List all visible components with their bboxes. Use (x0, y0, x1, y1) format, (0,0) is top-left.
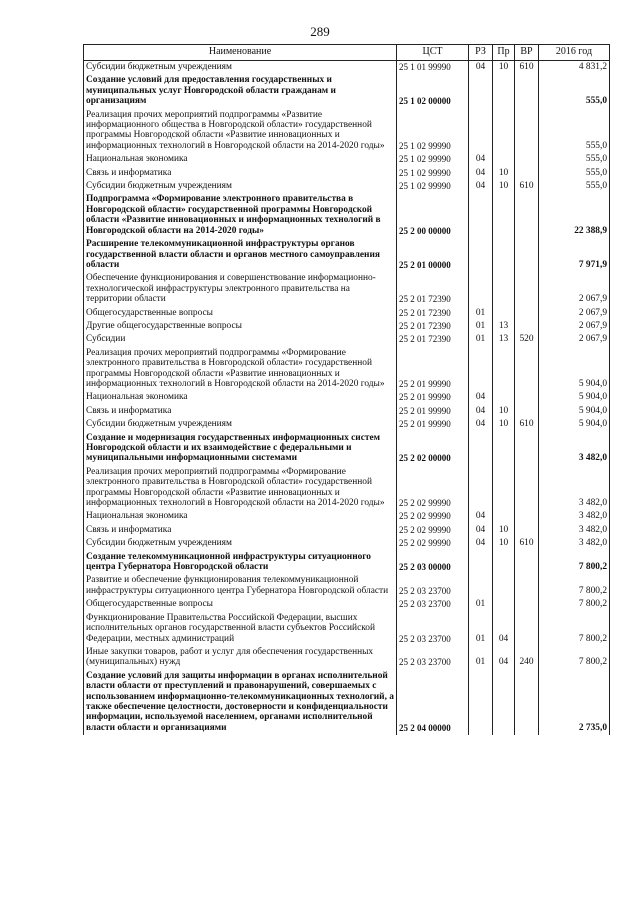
row-amount-cell: 7 800,2 (539, 646, 610, 670)
row-amount-cell: 555,0 (539, 180, 610, 193)
table-body (84, 61, 610, 736)
row-vr-cell (515, 167, 539, 180)
row-name-cell: Иные закупки товаров, работ и услуг для обеспечения государственных (муниципальных) нужд (84, 646, 397, 670)
row-rz-cell: 01 (469, 612, 493, 646)
row-rz-cell (469, 272, 493, 306)
table-row (84, 405, 610, 418)
row-vr-cell: 240 (515, 646, 539, 670)
row-vr-cell: 610 (515, 61, 539, 75)
row-vr-cell: 610 (515, 180, 539, 193)
row-pr-cell: 04 (493, 646, 515, 670)
row-pr-cell: 04 (493, 612, 515, 646)
row-code-cell: 25 1 02 99990 (397, 167, 469, 180)
row-code-cell: 25 2 02 99990 (397, 510, 469, 523)
row-name-cell: Связь и информатика (84, 524, 397, 537)
row-code-cell: 25 2 00 00000 (397, 193, 469, 238)
row-vr-cell (515, 466, 539, 511)
row-pr-cell (493, 153, 515, 166)
row-name-cell: Национальная экономика (84, 510, 397, 523)
table-row (84, 180, 610, 193)
row-name-cell: Субсидии бюджетным учреждениям (84, 418, 397, 431)
row-name-cell: Субсидии (84, 333, 397, 346)
budget-table (83, 44, 610, 735)
row-vr-cell (515, 612, 539, 646)
row-code-cell: 25 2 03 23700 (397, 574, 469, 598)
row-amount-cell: 3 482,0 (539, 524, 610, 537)
row-vr-cell (515, 272, 539, 306)
row-amount-cell: 555,0 (539, 153, 610, 166)
row-amount-cell: 7 800,2 (539, 598, 610, 611)
row-pr-cell (493, 307, 515, 320)
column-header-rz: РЗ (469, 45, 493, 61)
row-vr-cell: 610 (515, 418, 539, 431)
row-rz-cell (469, 347, 493, 392)
row-pr-cell (493, 466, 515, 511)
row-rz-cell (469, 574, 493, 598)
row-rz-cell (469, 74, 493, 108)
row-vr-cell (515, 307, 539, 320)
row-vr-cell (515, 432, 539, 466)
row-vr-cell (515, 238, 539, 272)
row-code-cell: 25 2 03 23700 (397, 612, 469, 646)
row-name-cell: Реализация прочих мероприятий подпрограммы «Развитие информационного общества в Новгородской области» государственной программы Новгородской области «Развитие инновационных и информационных технологий в Новгородской области на 2014-2020 годы» (84, 109, 397, 154)
row-pr-cell: 10 (493, 180, 515, 193)
row-vr-cell (515, 391, 539, 404)
row-rz-cell: 04 (469, 167, 493, 180)
row-name-cell: Субсидии бюджетным учреждениям (84, 537, 397, 550)
row-rz-cell: 04 (469, 405, 493, 418)
table-row (84, 333, 610, 346)
row-name-cell: Обеспечение функционирования и совершенствование информационно-технологической инфраструктуры электронного правительства на территории области (84, 272, 397, 306)
row-code-cell: 25 2 01 99990 (397, 391, 469, 404)
row-pr-cell (493, 598, 515, 611)
table-row (84, 551, 610, 575)
column-header-vr: ВР (515, 45, 539, 61)
row-vr-cell (515, 74, 539, 108)
row-name-cell: Подпрограмма «Формирование электронного правительства в Новгородской области» государственной программы Новгородской области «Развитие инновационных и информационных технологий в Новгородской области на 2014-2020 годы» (84, 193, 397, 238)
row-rz-cell: 04 (469, 180, 493, 193)
table-row (84, 598, 610, 611)
row-pr-cell: 13 (493, 333, 515, 346)
row-pr-cell (493, 74, 515, 108)
row-rz-cell: 04 (469, 524, 493, 537)
row-amount-cell: 3 482,0 (539, 466, 610, 511)
table-header-row (84, 45, 610, 61)
row-code-cell: 25 2 02 00000 (397, 432, 469, 466)
row-vr-cell (515, 510, 539, 523)
row-name-cell: Общегосударственные вопросы (84, 598, 397, 611)
row-amount-cell: 3 482,0 (539, 510, 610, 523)
row-pr-cell: 10 (493, 61, 515, 75)
row-code-cell: 25 2 01 72390 (397, 320, 469, 333)
table-row (84, 418, 610, 431)
row-rz-cell (469, 670, 493, 735)
row-amount-cell: 555,0 (539, 167, 610, 180)
table-row (84, 574, 610, 598)
row-rz-cell: 04 (469, 153, 493, 166)
table-row (84, 466, 610, 511)
row-pr-cell (493, 272, 515, 306)
column-header-name: Наименование (84, 45, 397, 61)
row-code-cell: 25 2 01 99990 (397, 347, 469, 392)
table-row (84, 61, 610, 75)
row-vr-cell (515, 153, 539, 166)
row-amount-cell: 555,0 (539, 74, 610, 108)
row-name-cell: Функционирование Правительства Российской Федерации, высших исполнительных органов государственной власти субъектов Российской Федерации, местных администраций (84, 612, 397, 646)
row-rz-cell: 04 (469, 418, 493, 431)
row-name-cell: Национальная экономика (84, 391, 397, 404)
row-rz-cell: 01 (469, 320, 493, 333)
row-amount-cell: 7 800,2 (539, 612, 610, 646)
table-row (84, 612, 610, 646)
row-rz-cell: 01 (469, 646, 493, 670)
row-pr-cell (493, 574, 515, 598)
row-name-cell: Создание условий для предоставления государственных и муниципальных услуг Новгородской области гражданам и организациям (84, 74, 397, 108)
row-pr-cell: 10 (493, 167, 515, 180)
row-code-cell: 25 2 01 99990 (397, 418, 469, 431)
table-row (84, 432, 610, 466)
row-rz-cell: 04 (469, 537, 493, 550)
row-vr-cell (515, 320, 539, 333)
row-rz-cell: 01 (469, 333, 493, 346)
row-amount-cell: 2 067,9 (539, 272, 610, 306)
row-vr-cell: 520 (515, 333, 539, 346)
row-rz-cell: 01 (469, 307, 493, 320)
row-vr-cell (515, 347, 539, 392)
row-rz-cell (469, 109, 493, 154)
row-rz-cell: 04 (469, 61, 493, 75)
row-amount-cell: 2 067,9 (539, 307, 610, 320)
row-rz-cell (469, 193, 493, 238)
row-pr-cell (493, 109, 515, 154)
row-code-cell: 25 1 01 99990 (397, 61, 469, 75)
row-amount-cell: 2 735,0 (539, 670, 610, 735)
table-row (84, 537, 610, 550)
row-pr-cell (493, 510, 515, 523)
row-name-cell: Развитие и обеспечение функционирования телекоммуникационной инфраструктуры ситуационного центра Губернатора Новгородской области (84, 574, 397, 598)
row-pr-cell (493, 238, 515, 272)
row-vr-cell (515, 109, 539, 154)
column-header-pr: Пр (493, 45, 515, 61)
row-vr-cell (515, 598, 539, 611)
row-pr-cell (493, 193, 515, 238)
row-pr-cell: 10 (493, 537, 515, 550)
table-row (84, 347, 610, 392)
row-rz-cell (469, 466, 493, 511)
row-rz-cell (469, 432, 493, 466)
row-vr-cell (515, 551, 539, 575)
row-amount-cell: 555,0 (539, 109, 610, 154)
row-code-cell: 25 2 03 00000 (397, 551, 469, 575)
row-pr-cell (493, 391, 515, 404)
row-code-cell: 25 2 03 23700 (397, 598, 469, 611)
row-code-cell: 25 2 03 23700 (397, 646, 469, 670)
row-name-cell: Реализация прочих мероприятий подпрограммы «Формирование электронного правительства в Новгородской области» государственной программы Новгородской области «Развитие инновационных и информационных технологий в Новгородской области на 2014-2020 годы» (84, 347, 397, 392)
table-row (84, 153, 610, 166)
row-rz-cell: 04 (469, 391, 493, 404)
column-header-amount: 2016 год (539, 45, 610, 61)
row-code-cell: 25 2 02 99990 (397, 537, 469, 550)
column-header-code: ЦСТ (397, 45, 469, 61)
row-vr-cell (515, 524, 539, 537)
row-code-cell: 25 1 02 99990 (397, 153, 469, 166)
row-name-cell: Создание и модернизация государственных информационных систем Новгородской области и их взаимодействие с федеральными и муниципальными информационными системами (84, 432, 397, 466)
row-amount-cell: 5 904,0 (539, 418, 610, 431)
table-row (84, 510, 610, 523)
row-vr-cell (515, 574, 539, 598)
row-name-cell: Субсидии бюджетным учреждениям (84, 180, 397, 193)
row-name-cell: Общегосударственные вопросы (84, 307, 397, 320)
row-name-cell: Реализация прочих мероприятий подпрограммы «Формирование электронного правительства в Новгородской области» государственной программы Новгородской области «Развитие инновационных и информационных технологий в Новгородской области на 2014-2020 годы» (84, 466, 397, 511)
row-pr-cell: 10 (493, 405, 515, 418)
row-code-cell: 25 1 02 00000 (397, 74, 469, 108)
row-vr-cell (515, 670, 539, 735)
row-amount-cell: 3 482,0 (539, 432, 610, 466)
row-code-cell: 25 2 02 99990 (397, 524, 469, 537)
row-amount-cell: 7 800,2 (539, 574, 610, 598)
row-rz-cell (469, 238, 493, 272)
row-amount-cell: 4 831,2 (539, 61, 610, 75)
row-vr-cell (515, 405, 539, 418)
row-pr-cell (493, 551, 515, 575)
table-header (84, 45, 610, 61)
table-row (84, 320, 610, 333)
table-row (84, 307, 610, 320)
row-amount-cell: 5 904,0 (539, 405, 610, 418)
row-name-cell: Связь и информатика (84, 167, 397, 180)
row-pr-cell: 10 (493, 418, 515, 431)
row-vr-cell: 610 (515, 537, 539, 550)
row-rz-cell: 01 (469, 598, 493, 611)
row-name-cell: Связь и информатика (84, 405, 397, 418)
row-amount-cell: 7 800,2 (539, 551, 610, 575)
row-code-cell: 25 2 01 00000 (397, 238, 469, 272)
table-row (84, 109, 610, 154)
row-amount-cell: 5 904,0 (539, 391, 610, 404)
table-row (84, 391, 610, 404)
row-pr-cell: 10 (493, 524, 515, 537)
row-amount-cell: 2 067,9 (539, 333, 610, 346)
table-row (84, 646, 610, 670)
row-code-cell: 25 2 01 99990 (397, 405, 469, 418)
row-code-cell: 25 2 02 99990 (397, 466, 469, 511)
table-row (84, 238, 610, 272)
row-name-cell: Создание телекоммуникационной инфраструктуры ситуационного центра Губернатора Новгородской области (84, 551, 397, 575)
row-pr-cell: 13 (493, 320, 515, 333)
row-amount-cell: 22 388,9 (539, 193, 610, 238)
table-row (84, 524, 610, 537)
row-code-cell: 25 2 01 72390 (397, 272, 469, 306)
row-amount-cell: 3 482,0 (539, 537, 610, 550)
row-code-cell: 25 2 04 00000 (397, 670, 469, 735)
row-code-cell: 25 2 01 72390 (397, 307, 469, 320)
row-vr-cell (515, 193, 539, 238)
row-name-cell: Расширение телекоммуникационной инфраструктуры органов государственной власти области и органов местного самоуправления области (84, 238, 397, 272)
row-name-cell: Субсидии бюджетным учреждениям (84, 61, 397, 75)
table-row (84, 167, 610, 180)
table-row (84, 193, 610, 238)
table-row (84, 670, 610, 735)
row-code-cell: 25 1 02 99990 (397, 180, 469, 193)
row-amount-cell: 2 067,9 (539, 320, 610, 333)
row-code-cell: 25 1 02 99990 (397, 109, 469, 154)
row-rz-cell: 04 (469, 510, 493, 523)
row-pr-cell (493, 432, 515, 466)
table-row (84, 272, 610, 306)
row-name-cell: Другие общегосударственные вопросы (84, 320, 397, 333)
row-pr-cell (493, 347, 515, 392)
row-pr-cell (493, 670, 515, 735)
row-name-cell: Национальная экономика (84, 153, 397, 166)
row-amount-cell: 5 904,0 (539, 347, 610, 392)
row-rz-cell (469, 551, 493, 575)
page-number: 289 (310, 24, 330, 39)
row-code-cell: 25 2 01 72390 (397, 333, 469, 346)
row-name-cell: Создание условий для защиты информации в органах исполнительной власти области от преступлений и правонарушений, совершаемых с использованием информационно-телекоммуникационных технологий, а также обеспечение целостности, достоверности и конфиденциальности информации, используемой населением, органами исполнительной власти области и организациями (84, 670, 397, 735)
table-row (84, 74, 610, 108)
row-amount-cell: 7 971,9 (539, 238, 610, 272)
